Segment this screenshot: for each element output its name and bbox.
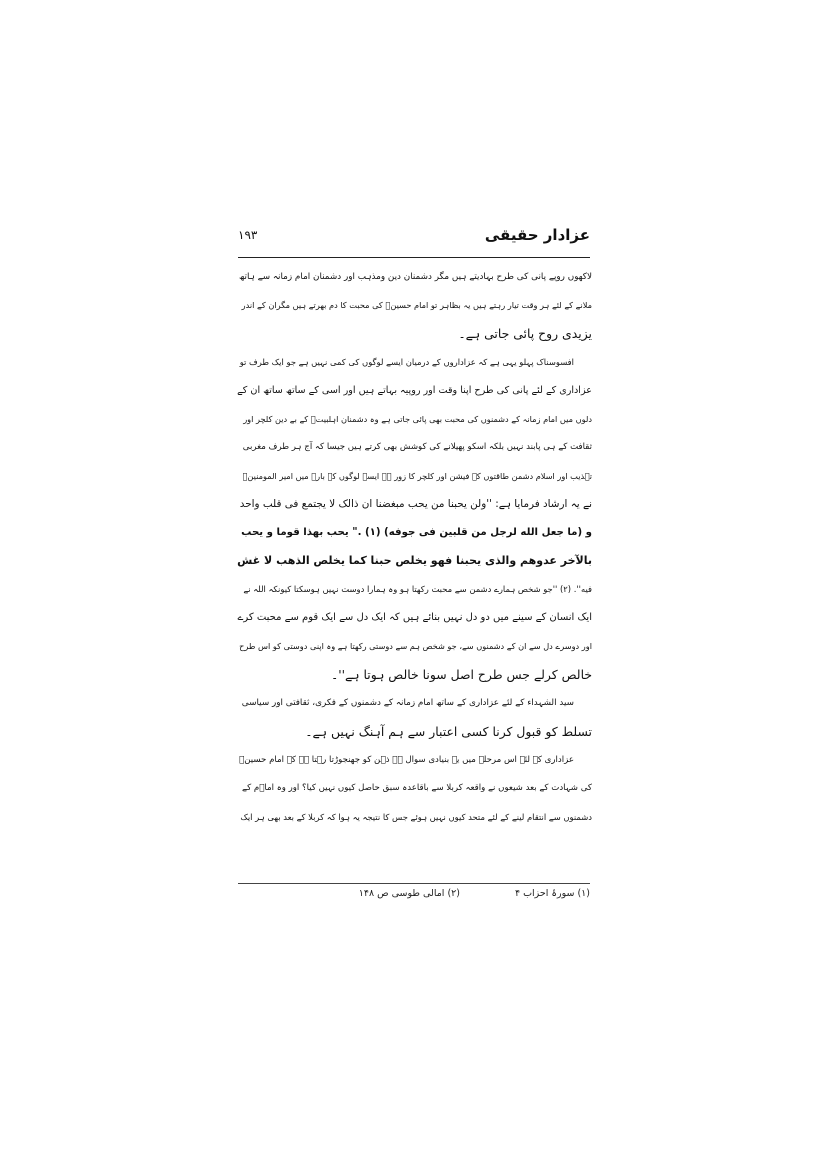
text-line: عزاداری کے لئے پانی کی طرح اپنا وقت اور روپیہ بہاتے ہیں اور اسی کے ساتھ ساتھ ان کے — [237, 384, 592, 396]
page-number: ۱۹۳ — [238, 228, 258, 242]
text-line: ملانے کے لئے ہر وقت تیار رہتے ہیں یہ بظاہر تو امام حسینؑ کی محبت کا دم بھرتے ہیں مگران کے اندر — [241, 300, 592, 311]
text-line: دلوں میں امام زمانہ کے دشمنوں کی محبت بھی پائی جاتی ہے وہ دشمنان اہلبیتؑ کے بے دین کلچر اور — [243, 414, 592, 425]
text-line: ثقافت کے ہی پابند نہیں بلکہ اسکو پھیلانے کی کوشش بھی کرتے ہیں جیسا کہ آج ہر طرف مغربی — [242, 442, 592, 453]
text-line: کی شہادت کے بعد شیعوں نے واقعہ کربلا سے باقاعدہ سبق حاصل کیوں نہیں کیا؟ اور وہ اماؑم کے — [242, 783, 592, 794]
text-line: عزاداری کے لئے اس مرحلہ میں یہ بنیادی سوال ہے ذہن کو جھنجوڑتا رہتا ہے کہ امام حسینؑ — [239, 754, 574, 765]
text-line: سید الشہداء کے لئے عزاداری کے ساتھ امام زمانہ کے دشمنوں کے فکری، ثقافتی اور سیاسی — [241, 698, 574, 709]
text-line: اور دوسرے دل سے ان کے دشمنوں سے، جو شخص ہم سے دوستی رکھتا ہے وہ اپنی دوستی کو اس طرح — [239, 641, 592, 652]
running-title: عزادار حقیقی — [484, 226, 590, 244]
text-line: نے یہ ارشاد فرمایا ہے: ''ولن یحبنا من یحب مبغضنا ان ذالک لا یجتمع فی قلب واحد — [239, 498, 592, 511]
text-line: فیه''. (۲) ''جو شخص ہمارے دشمن سے محبت رکھتا ہو وہ ہمارا دوست نہیں ہوسکتا کیونکہ اللہ نے — [243, 584, 592, 595]
footnote-2: (۲) امالی طوسی ص ۱۴۸ — [358, 888, 460, 899]
text-line: ایک انسان کے سینے میں دو دل نہیں بنائے ہیں کہ ایک دل سے ایک قوم سے محبت کرے — [237, 611, 592, 623]
page-header — [238, 226, 590, 256]
text-line: دشمنوں سے انتقام لینے کے لئے متحد کیوں نہیں ہوئے جس کا نتیجہ یہ ہوا کہ کربلا کے بعد بھی ہر ایک — [240, 811, 592, 822]
arabic-quote-line: بالآخر عدوهم والذی یحبنا فهو یخلص حبنا کما یخلص الذهب لا غش — [237, 554, 592, 568]
header-rule — [238, 257, 590, 258]
text-line: لاکھوں روپے پانی کی طرح بہادیتے ہیں مگر دشمنان دین ومذہب اور دشمنان امام زمانہ سے ہاتھ — [238, 272, 592, 282]
arabic-quote-line: و (ما جعل الله لرجل من قلبین فی جوفه) (۱) ." یحب بهذا قوما و یحب — [241, 526, 592, 538]
text-line: افسوسناک پہلو یہی ہے کہ عزاداروں کے درمیان ایسے لوگوں کی کمی نہیں ہے جو ایک طرف تو — [239, 357, 574, 368]
footnotes — [238, 888, 590, 908]
body-text — [236, 263, 592, 831]
text-line: تسلط کو قبول کرنا کسی اعتبار سے ہم آہنگ نہیں ہے۔ — [305, 723, 592, 739]
text-line: تہذیب اور اسلام دشمن طاقتوں کے فیشن اور کلچر کا زور ہے ایسے لوگوں کے بارے میں امیر المومنینؑ — [242, 470, 592, 481]
text-line: یزیدی روح پائی جاتی ہے۔ — [458, 325, 592, 341]
footnote-rule — [238, 883, 590, 884]
footnote-1: (۱) سورۂ احزاب ۴ — [514, 888, 590, 899]
text-line: خالص کرلے جس طرح اصل سونا خالص ہوتا ہے''۔ — [330, 666, 592, 682]
